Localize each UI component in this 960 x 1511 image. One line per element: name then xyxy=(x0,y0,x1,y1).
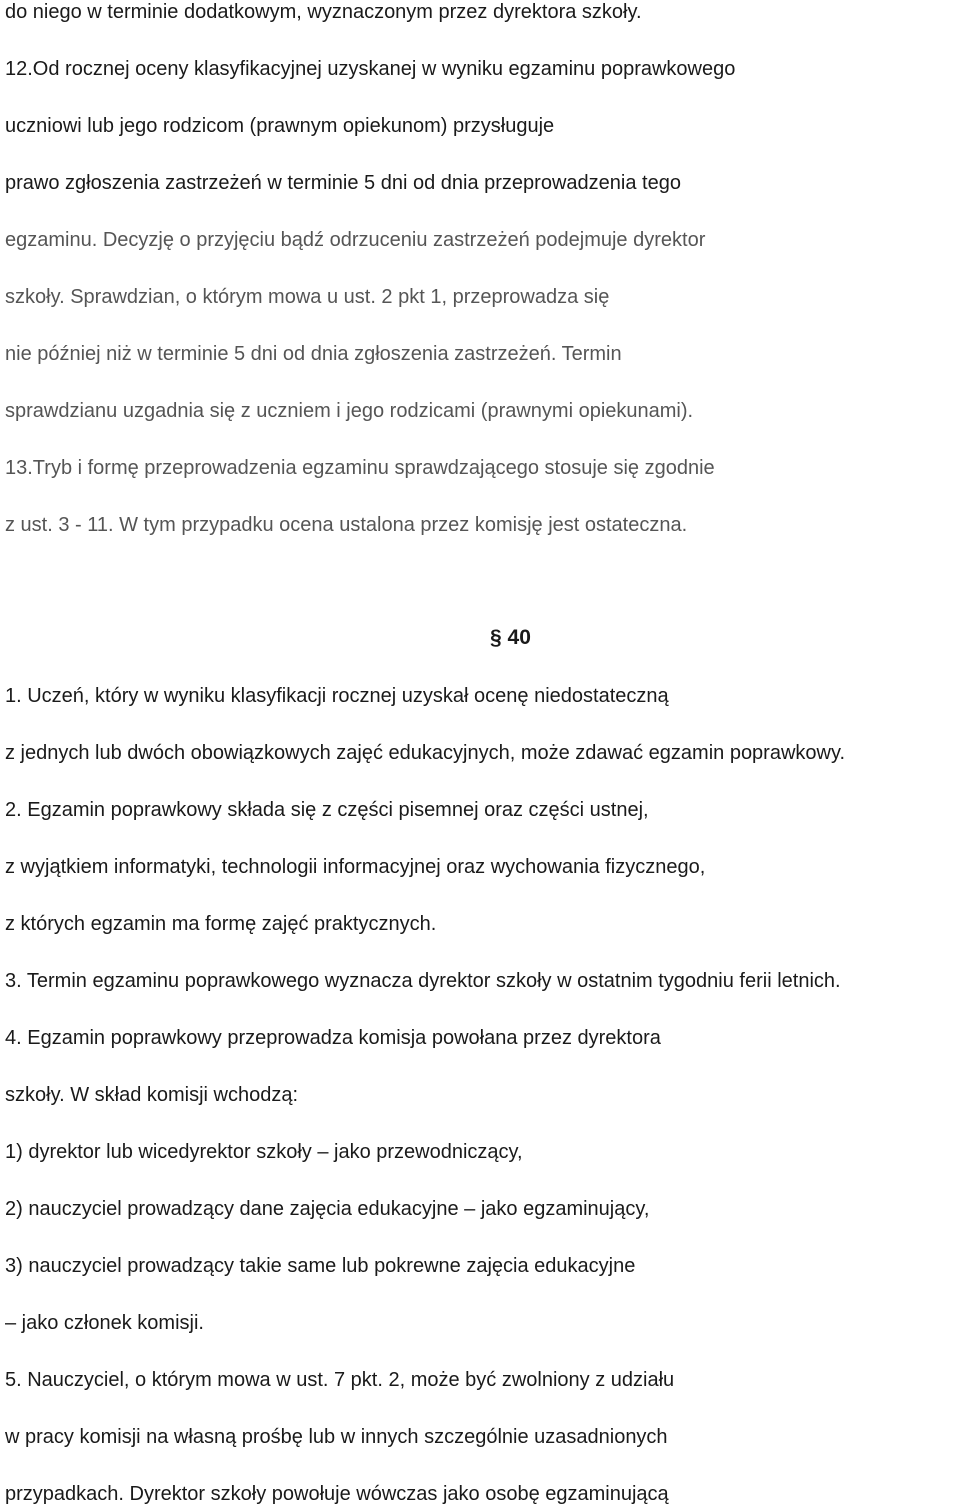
text-line: 3. Termin egzaminu poprawkowego wyznacza dyrektor szkoły w ostatnim tygodniu ferii letnich. xyxy=(5,970,841,992)
text-line: 5. Nauczyciel, o którym mowa w ust. 7 pkt. 2, może być zwolniony z udziału xyxy=(5,1369,675,1391)
text-line: uczniowi lub jego rodzicom (prawnym opiekunom) przysługuje xyxy=(5,115,555,137)
text-line: 1) dyrektor lub wicedyrektor szkoły – jako przewodniczący, xyxy=(5,1141,523,1163)
text-line: przypadkach. Dyrektor szkoły powołuje wówczas jako osobę egzaminującą xyxy=(5,1483,669,1505)
text-line: – jako członek komisji. xyxy=(5,1312,204,1334)
text-line: 2) nauczyciel prowadzący dane zajęcia edukacyjne – jako egzaminujący, xyxy=(5,1198,650,1220)
text-line: z wyjątkiem informatyki, technologii informacyjnej oraz wychowania fizycznego, xyxy=(5,856,706,878)
text-line: do niego w terminie dodatkowym, wyznaczonym przez dyrektora szkoły. xyxy=(5,1,642,23)
section-heading: § 40 xyxy=(490,626,531,649)
text-line: z których egzamin ma formę zajęć praktycznych. xyxy=(5,913,437,935)
text-line: nie później niż w terminie 5 dni od dnia zgłoszenia zastrzeżeń. Termin xyxy=(5,343,622,365)
text-line: szkoły. W skład komisji wchodzą: xyxy=(5,1084,299,1106)
text-line: egzaminu. Decyzję o przyjęciu bądź odrzuceniu zastrzeżeń podejmuje dyrektor xyxy=(5,229,706,251)
text-line: 2. Egzamin poprawkowy składa się z części pisemnej oraz części ustnej, xyxy=(5,799,649,821)
text-line: szkoły. Sprawdzian, o którym mowa u ust. 2 pkt 1, przeprowadza się xyxy=(5,286,610,308)
text-line: 12.Od rocznej oceny klasyfikacyjnej uzyskanej w wyniku egzaminu poprawkowego xyxy=(5,58,736,80)
text-line: 13.Tryb i formę przeprowadzenia egzaminu sprawdzającego stosuje się zgodnie xyxy=(5,457,715,479)
text-line: prawo zgłoszenia zastrzeżeń w terminie 5 dni od dnia przeprowadzenia tego xyxy=(5,172,681,194)
text-line: sprawdzianu uzgadnia się z uczniem i jego rodzicami (prawnymi opiekunami). xyxy=(5,400,694,422)
text-line: 4. Egzamin poprawkowy przeprowadza komisja powołana przez dyrektora xyxy=(5,1027,661,1049)
text-line: 1. Uczeń, który w wyniku klasyfikacji rocznej uzyskał ocenę niedostateczną xyxy=(5,685,669,707)
text-line: z ust. 3 - 11. W tym przypadku ocena ustalona przez komisję jest ostateczna. xyxy=(5,514,688,536)
text-line: z jednych lub dwóch obowiązkowych zajęć edukacyjnych, może zdawać egzamin poprawkowy. xyxy=(5,742,846,764)
text-line: 3) nauczyciel prowadzący takie same lub pokrewne zajęcia edukacyjne xyxy=(5,1255,636,1277)
text-line: w pracy komisji na własną prośbę lub w innych szczególnie uzasadnionych xyxy=(5,1426,668,1448)
